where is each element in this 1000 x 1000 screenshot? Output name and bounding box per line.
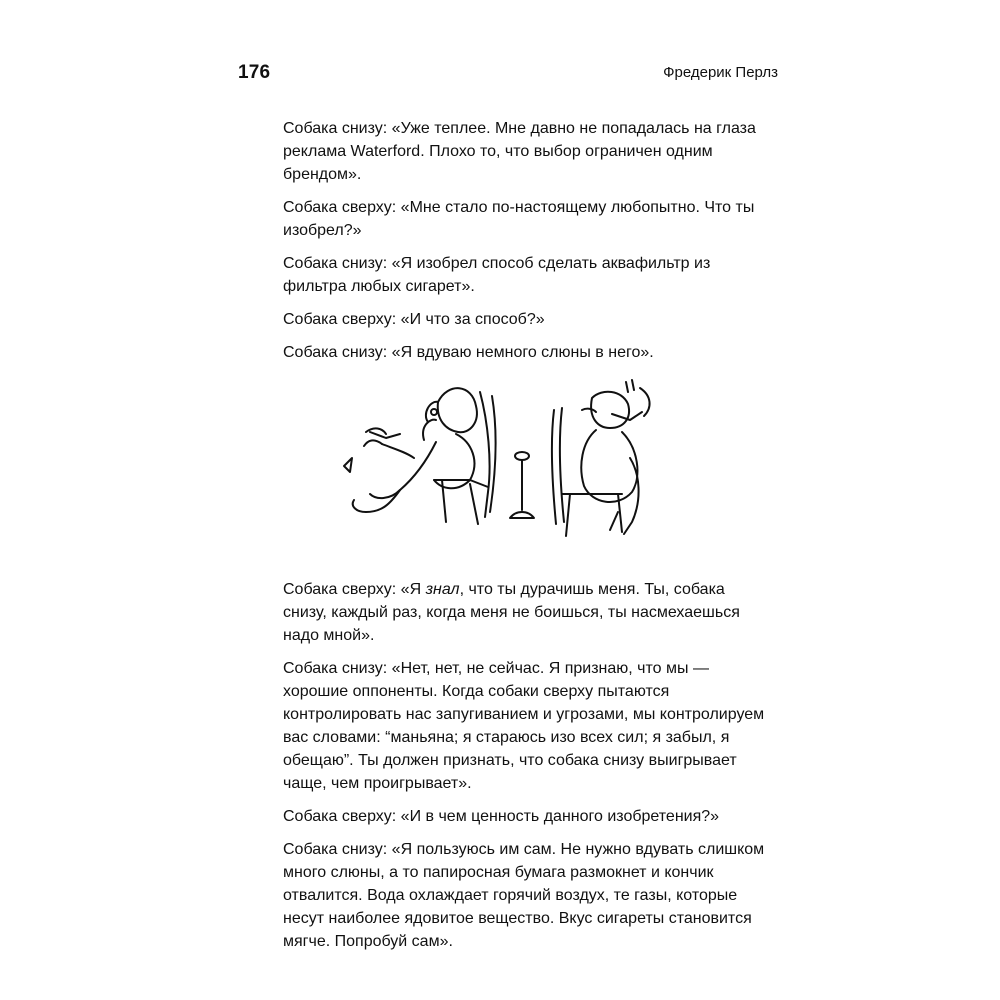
dialogue-paragraph [283, 117, 770, 186]
dialogue-paragraph [283, 252, 770, 298]
utterance: «И что за способ?» [396, 311, 545, 328]
dialogue-paragraph [283, 657, 770, 795]
utterance: «Уже теплее. Мне давно не попадалась на глаза реклама Waterford. Плохо то, что выбор ограничен одним брендом». [283, 120, 756, 183]
speaker: Собака снизу: [283, 660, 388, 677]
speaker: Собака снизу: [283, 120, 388, 137]
dialogue-paragraph [283, 578, 770, 647]
speaker: Собака сверху: [283, 808, 397, 825]
two-chairs-sketch-illustration [330, 362, 660, 542]
page-number: 176 [238, 62, 271, 83]
speaker: Собака снизу: [283, 344, 388, 361]
utterance: «Я [396, 581, 426, 598]
dialogue-paragraph [283, 341, 770, 364]
dialogue-block-bottom [283, 578, 770, 963]
utterance: «Нет, нет, не сейчас. Я признаю, что мы — хорошие оппоненты. Когда собаки сверху пытаются контролировать нас запугиванием и угрозами, мы контролируем вас словами: “маньяна; я стараюсь изо всех сил; я забыл, я обещаю”. Ты должен признать, что собака снизу выигрывает чаще, чем проигрывает». [283, 660, 765, 792]
dialogue-paragraph [283, 805, 770, 828]
speaker: Собака сверху: [283, 581, 397, 598]
utterance: , что ты дурачишь меня. Ты, собака снизу, каждый раз, когда меня не боишься, ты насмехаешься надо мной». [283, 581, 740, 644]
speaker: Собака снизу: [283, 255, 388, 272]
running-head-author: Фредерик Перлз [663, 64, 778, 81]
dialogue-block-top [283, 117, 770, 374]
speaker: Собака снизу: [283, 841, 388, 858]
dialogue-paragraph [283, 838, 770, 953]
speaker: Собака сверху: [283, 199, 397, 216]
dialogue-paragraph [283, 196, 770, 242]
speaker: Собака сверху: [283, 311, 397, 328]
emphasized-word: знал [425, 581, 460, 598]
utterance: «Мне стало по-настоящему любопытно. Что ты изобрел?» [283, 199, 755, 239]
utterance: «Я вдуваю немного слюны в него». [387, 344, 654, 361]
dialogue-paragraph [283, 308, 770, 331]
utterance: «Я пользуюсь им сам. Не нужно вдувать слишком много слюны, а то папиросная бумага размокнет и кончик отвалится. Вода охлаждает горячий воздух, те газы, которые несут наиболее ядовитое вещество. Вкус сигареты становится мягче. Попробуй сам». [283, 841, 765, 950]
utterance: «И в чем ценность данного изобретения?» [396, 808, 720, 825]
sketch-drawing [330, 362, 660, 542]
utterance: «Я изобрел способ сделать аквафильтр из фильтра любых сигарет». [283, 255, 711, 295]
